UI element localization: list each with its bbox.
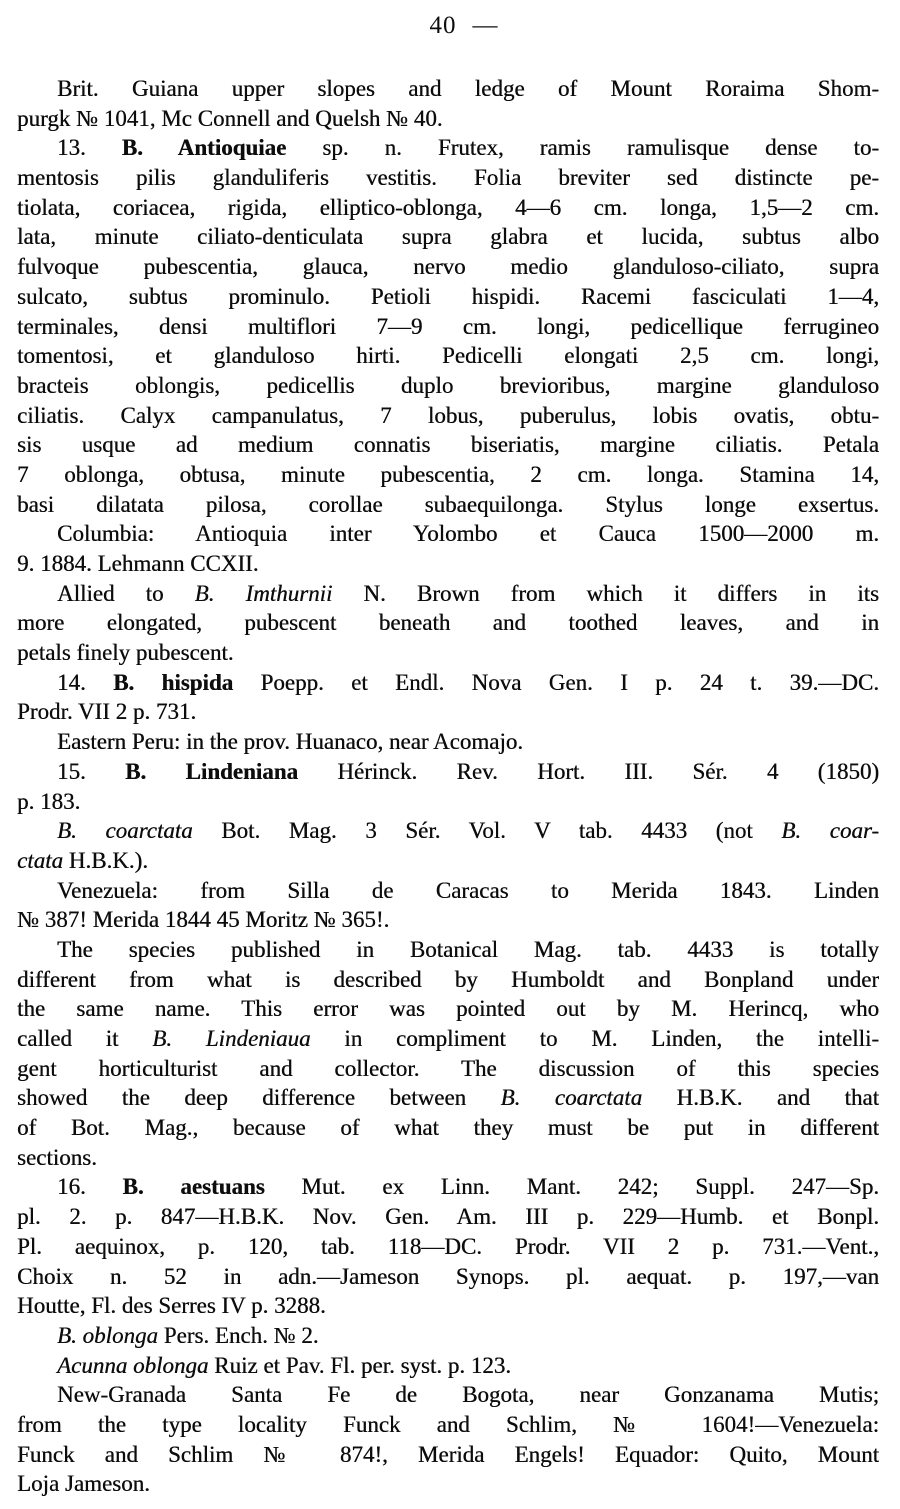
text-line	[17, 371, 879, 401]
text-line	[17, 1440, 879, 1470]
text-line	[17, 1291, 879, 1321]
text-line	[17, 994, 879, 1024]
text-segment-bold: B. aestuans	[122, 1174, 265, 1200]
text-segment-normal: called it	[17, 1026, 153, 1051]
text-line	[17, 133, 879, 163]
text-segment-normal: Pers. Ench. № 2.	[157, 1322, 319, 1348]
text-segment-normal: tomentosi, et glanduloso hirti. Pedicelli elongati 2,5 cm. longi,	[17, 343, 879, 369]
text-line	[17, 1232, 879, 1262]
text-segment-normal: Pl. aequinox, p. 120, tab. 118—DC. Prodr. VII 2 p. 731.—Vent.,	[17, 1233, 879, 1259]
text-line	[17, 816, 879, 846]
text-line	[17, 1410, 879, 1440]
text-segment-normal: 13.	[57, 135, 122, 161]
text-segment-normal: fulvoque pubescentia, glauca, nervo medio glanduloso-ciliato, supra	[17, 254, 879, 280]
text-segment-normal: from the type locality Funck and Schlim, № 1604!—Venezuela:	[17, 1411, 879, 1437]
text-line	[17, 965, 879, 995]
text-segment-normal: 15.	[57, 758, 126, 784]
text-line	[17, 1469, 879, 1499]
text-segment-italic: B. coarctata	[57, 818, 193, 844]
text-segment-normal: in compliment to M. Linden, the intelli-	[310, 1026, 879, 1051]
text-line	[17, 312, 879, 342]
text-segment-italic: B. oblonga	[57, 1322, 158, 1348]
page-number: 40	[429, 12, 457, 39]
text-segment-normal: Prodr. VII 2 p. 731.	[17, 699, 197, 725]
text-segment-bold: B. Lindeniana	[125, 758, 298, 784]
text-line	[17, 905, 879, 935]
text-segment-normal: Columbia: Antioquia inter Yolombo et Cauca 1500—2000 m.	[57, 521, 879, 547]
text-line	[17, 282, 879, 312]
text-segment-bold: B. Antioquiae	[121, 135, 287, 161]
text-segment-normal: Hérinck. Rev. Hort. III. Sér. 4 (1850)	[298, 758, 879, 784]
text-line	[17, 1143, 879, 1173]
text-segment-normal: p. 183.	[17, 788, 81, 814]
text-line	[17, 876, 879, 906]
text-line	[17, 935, 879, 965]
text-segment-normal: sections.	[17, 1144, 97, 1170]
text-segment-normal: different from what is described by Humboldt and Bonpland under	[17, 966, 879, 992]
text-line	[17, 608, 879, 638]
text-segment-bold: B. hispida	[113, 669, 234, 695]
text-line	[17, 787, 879, 817]
text-line	[17, 1172, 879, 1202]
text-segment-normal: Mut. ex Linn. Mant. 242; Suppl. 247—Sp.	[264, 1174, 879, 1200]
text-segment-normal: New-Granada Santa Fe de Bogota, near Gonzanama Mutis;	[57, 1382, 879, 1408]
text-segment-normal: purgk № 1041, Mc Connell and Quelsh № 40.	[17, 105, 443, 131]
text-segment-normal: mentosis pilis glanduliferis vestitis. Folia breviter sed distincte pe-	[17, 165, 879, 191]
text-segment-normal: 14.	[57, 669, 114, 695]
text-segment-normal: petals finely pubescent.	[17, 640, 234, 666]
text-line	[17, 222, 879, 252]
text-segment-italic: B. coar-	[781, 818, 879, 844]
text-line	[17, 1202, 879, 1232]
text-segment-normal: Allied to	[57, 580, 195, 606]
text-line	[17, 1321, 879, 1351]
text-segment-italic: ctata	[17, 847, 63, 873]
text-segment-normal: basi dilatata pilosa, corollae subaequilonga. Stylus longe exsertus.	[17, 491, 879, 517]
text-segment-normal: gent horticulturist and collector. The discussion of this species	[17, 1055, 879, 1081]
text-segment-normal: 16.	[57, 1174, 123, 1200]
text-line	[17, 1083, 879, 1113]
text-line	[17, 74, 879, 104]
text-line	[17, 727, 879, 757]
text-segment-normal: pl. 2. p. 847—H.B.K. Nov. Gen. Am. III p. 229—Humb. et Bonpl.	[17, 1204, 879, 1230]
text-line	[17, 579, 879, 609]
text-segment-normal: sis usque ad medium connatis biseriatis, margine ciliatis. Petala	[17, 432, 879, 458]
text-segment-normal: tiolata, coriacea, rigida, elliptico-oblonga, 4—6 cm. longa, 1,5—2 cm.	[17, 194, 879, 220]
text-segment-normal: Funck and Schlim № 874!, Merida Engels! Equador: Quito, Mount	[17, 1441, 879, 1467]
text-segment-normal: H.B.K. and that	[642, 1085, 879, 1111]
text-segment-normal: Loja Jameson.	[17, 1471, 150, 1497]
page-header	[14, 12, 900, 40]
text-line	[17, 638, 879, 668]
text-segment-normal: bracteis oblongis, pedicellis duplo brevioribus, margine glanduloso	[17, 372, 879, 398]
text-segment-normal: sp. n. Frutex, ramis ramulisque dense to-	[286, 135, 879, 161]
text-segment-normal: Brit. Guiana upper slopes and ledge of Mount Roraima Shom-	[57, 76, 879, 101]
text-line	[17, 163, 879, 193]
text-segment-normal: Choix n. 52 in adn.—Jameson Synops. pl. aequat. p. 197,—van	[17, 1263, 879, 1289]
text-segment-normal: Eastern Peru: in the prov. Huanaco, near Acomajo.	[57, 729, 524, 755]
text-line	[17, 460, 879, 490]
text-segment-normal: Poepp. et Endl. Nova Gen. I p. 24 t. 39.—DC.	[233, 669, 879, 695]
text-segment-normal: Houtte, Fl. des Serres IV p. 3288.	[17, 1293, 326, 1319]
text-segment-normal: Venezuela: from Silla de Caracas to Merida 1843. Linden	[57, 877, 879, 903]
text-segment-italic: B. Lindeniaua	[152, 1026, 311, 1051]
text-line	[17, 252, 879, 282]
text-line	[17, 757, 879, 787]
text-segment-normal: N. Brown from which it differs in its	[332, 580, 879, 606]
text-line	[17, 519, 879, 549]
text-segment-normal: 9. 1884. Lehmann CCXII.	[17, 551, 259, 576]
header-dash: —	[472, 12, 499, 39]
text-line	[17, 697, 879, 727]
text-line	[17, 1351, 879, 1381]
text-line	[17, 1054, 879, 1084]
text-line	[17, 1113, 879, 1143]
text-segment-normal: lata, minute ciliato-denticulata supra glabra et lucida, subtus albo	[17, 224, 879, 250]
text-segment-normal: of Bot. Mag., because of what they must be put in different	[17, 1115, 879, 1141]
text-segment-normal: more elongated, pubescent beneath and toothed leaves, and in	[17, 610, 879, 636]
text-segment-italic: B. Imthurnii	[194, 580, 333, 606]
text-line	[17, 549, 879, 579]
text-line	[17, 401, 879, 431]
text-segment-normal: ciliatis. Calyx campanulatus, 7 lobus, puberulus, lobis ovatis, obtu-	[17, 402, 879, 428]
text-segment-italic: B. coarctata	[500, 1085, 643, 1111]
text-line	[17, 193, 879, 223]
text-segment-normal: the same name. This error was pointed out by M. Herincq, who	[17, 996, 879, 1022]
text-line	[17, 1262, 879, 1292]
text-segment-normal: sulcato, subtus prominulo. Petioli hispidi. Racemi fasciculati 1—4,	[17, 283, 879, 309]
text-segment-normal: Bot. Mag. 3 Sér. Vol. V tab. 4433 (not	[192, 818, 782, 844]
text-line	[17, 104, 879, 134]
text-block	[17, 74, 879, 1499]
text-segment-normal: № 387! Merida 1844 45 Moritz № 365!.	[17, 907, 390, 933]
text-segment-normal: showed the deep difference between	[17, 1085, 501, 1111]
text-line	[17, 430, 879, 460]
text-line	[17, 1380, 879, 1410]
text-segment-normal: Ruiz et Pav. Fl. per. syst. p. 123.	[208, 1352, 512, 1378]
text-line	[17, 668, 879, 698]
text-segment-normal: The species published in Botanical Mag. tab. 4433 is totally	[57, 936, 879, 962]
text-line	[17, 490, 879, 520]
text-line	[17, 846, 879, 876]
text-segment-normal: H.B.K.).	[63, 847, 148, 873]
text-line	[17, 341, 879, 371]
text-segment-normal: terminales, densi multiflori 7—9 cm. longi, pedicellique ferrugineo	[17, 313, 879, 339]
text-segment-normal: 7 oblonga, obtusa, minute pubescentia, 2 cm. longa. Stamina 14,	[17, 461, 879, 487]
text-segment-italic: Acunna oblonga	[57, 1352, 209, 1378]
text-line	[17, 1024, 879, 1054]
